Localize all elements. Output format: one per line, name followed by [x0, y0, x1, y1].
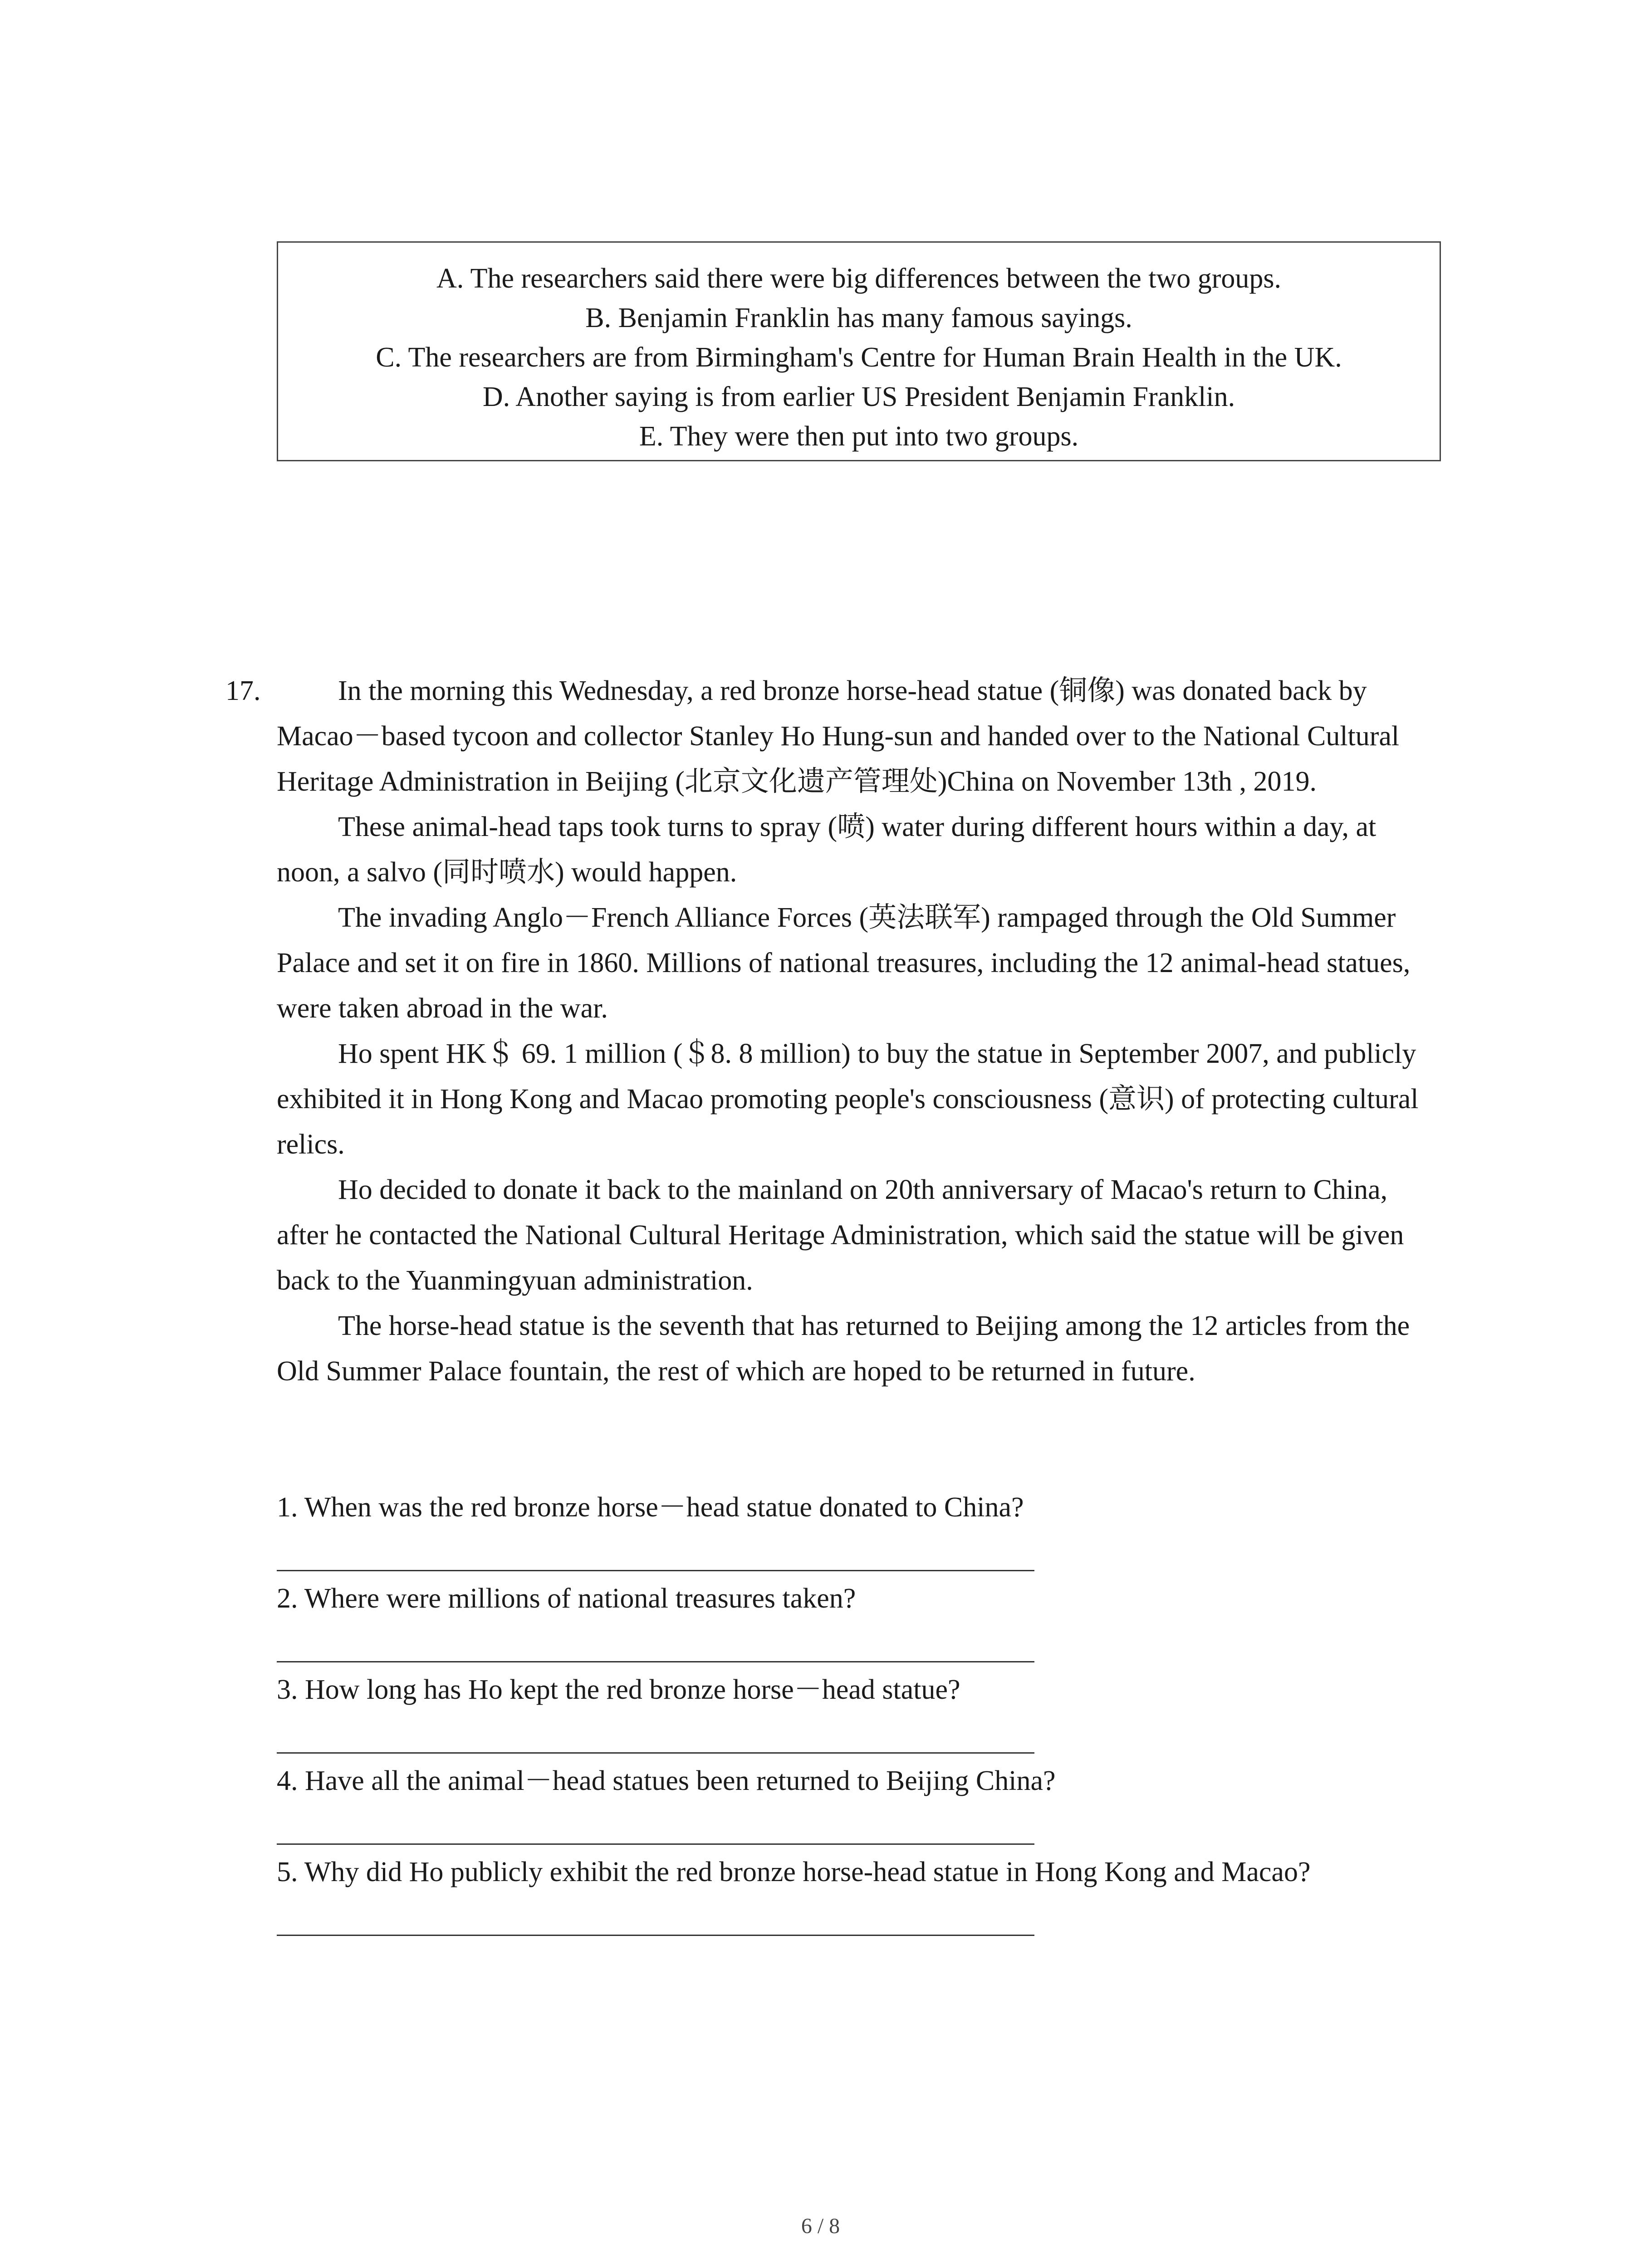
comprehension-questions	[277, 1485, 1456, 1941]
option-c: C. The researchers are from Birmingham's Centre for Human Brain Health in the UK.	[376, 342, 1342, 373]
options-box	[277, 241, 1441, 461]
passage-paragraph: The horse-head statue is the seventh that has returned to Beijing among the 12 articles from the Old Summer Palace fountain, the rest of which are hoped to be returned in future.	[277, 1310, 1410, 1387]
question-item	[277, 1849, 1456, 1941]
question-text: 3. How long has Ho kept the red bronze horse－head statue?	[277, 1674, 960, 1705]
reading-passage	[277, 668, 1438, 1394]
question-text: 4. Have all the animal－head statues been returned to Beijing China?	[277, 1765, 1056, 1796]
question-item	[277, 1758, 1456, 1849]
question-text: 5. Why did Ho publicly exhibit the red bronze horse-head statue in Hong Kong and Macao?	[277, 1857, 1311, 1887]
answer-line[interactable]	[277, 1752, 1034, 1754]
passage-paragraph: In the morning this Wednesday, a red bronze horse-head statue (铜像) was donated back by Macao－based tycoon and collector Stanley Ho Hung-sun and handed over to the National Cultural Heritage Administration in Beijing (北京文化遗产管理处)China on November 13th , 2019.	[277, 675, 1400, 797]
question-number: 17.	[225, 675, 261, 706]
question-item	[277, 1485, 1456, 1576]
option-d: D. Another saying is from earlier US President Benjamin Franklin.	[482, 381, 1235, 412]
passage-paragraph: The invading Anglo－French Alliance Forces (英法联军) rampaged through the Old Summer Palace and set it on fire in 1860. Millions of national treasures, including the 12 animal-head statues, were taken abroad in the war.	[277, 902, 1411, 1024]
passage-paragraph: Ho decided to donate it back to the mainland on 20th anniversary of Macao's return to China, after he contacted the National Cultural Heritage Administration, which said the statue will be given back to the Yuanmingyuan administration.	[277, 1174, 1404, 1296]
answer-line[interactable]	[277, 1843, 1034, 1845]
question-text: 1. When was the red bronze horse－head statue donated to China?	[277, 1492, 1024, 1523]
passage-paragraph: Ho spent HK＄ 69. 1 million (＄8. 8 million) to buy the statue in September 2007, and publicly exhibited it in Hong Kong and Macao promoting people's consciousness (意识) of protecting cultural relics.	[277, 1038, 1419, 1160]
answer-line[interactable]	[277, 1661, 1034, 1662]
page-number: 6 / 8	[801, 2214, 840, 2238]
option-a: A. The researchers said there were big differences between the two groups.	[436, 263, 1282, 294]
question-text: 2. Where were millions of national treasures taken?	[277, 1583, 856, 1614]
question-item	[277, 1576, 1456, 1667]
question-item	[277, 1667, 1456, 1758]
option-e: E. They were then put into two groups.	[639, 421, 1079, 452]
passage-paragraph: These animal-head taps took turns to spray (喷) water during different hours within a day, at noon, a salvo (同时喷水) would happen.	[277, 811, 1376, 888]
answer-line[interactable]	[277, 1935, 1034, 1936]
answer-line[interactable]	[277, 1570, 1034, 1571]
option-b: B. Benjamin Franklin has many famous sayings.	[585, 303, 1132, 333]
